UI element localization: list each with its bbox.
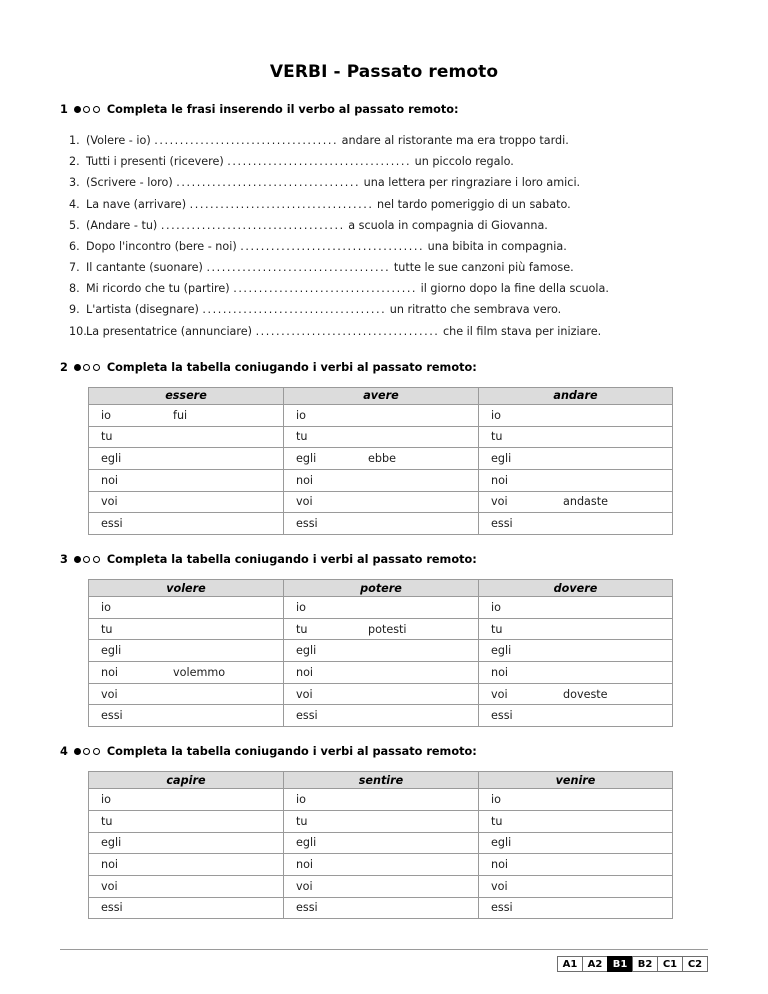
difficulty-dot-filled — [74, 364, 81, 371]
answer-blank[interactable]: .................................... — [233, 282, 418, 296]
sentence-number: 8. — [69, 282, 80, 296]
sentence-suffix: tutte le sue canzoni più famose. — [390, 261, 574, 275]
verb-header: capire — [89, 772, 284, 789]
pronoun-label: noi — [491, 858, 509, 872]
sentence-number: 7. — [69, 261, 80, 275]
sentence-number: 9. — [69, 303, 80, 317]
conjugation-cell[interactable] — [479, 618, 673, 640]
list-item — [60, 151, 708, 172]
table-row — [89, 513, 673, 535]
conjugation-cell[interactable] — [284, 789, 479, 811]
pronoun-label: noi — [101, 858, 119, 872]
conjugation-cell[interactable] — [479, 875, 673, 897]
pronoun-label: tu — [101, 430, 113, 444]
list-item — [60, 172, 708, 193]
pronoun-label: essi — [491, 709, 513, 723]
pronoun-label: io — [296, 792, 306, 806]
pronoun-label: egli — [491, 452, 512, 466]
answer-blank[interactable]: .................................... — [202, 303, 387, 317]
exercise-2-heading — [60, 361, 708, 374]
table-row — [89, 705, 673, 727]
sentence-number: 5. — [69, 218, 80, 232]
conjugation-cell[interactable] — [284, 810, 479, 832]
exercise-4-instruction: Completa la tabella coniugando i verbi al passato remoto: — [106, 745, 477, 759]
level-badge-c2[interactable]: C2 — [682, 956, 708, 972]
conjugation-cell[interactable] — [89, 469, 284, 491]
conjugation-cell[interactable] — [284, 832, 479, 854]
conjugation-table-3 — [88, 579, 673, 727]
sentence-number: 4. — [69, 197, 80, 211]
sentence-suffix: a scuola in compagnia di Giovanna. — [344, 218, 548, 232]
conjugation-cell[interactable] — [89, 597, 284, 619]
conjugation-cell[interactable] — [479, 469, 673, 491]
pronoun-label: noi — [491, 473, 509, 487]
conjugation-cell[interactable] — [479, 426, 673, 448]
conjugation-cell[interactable] — [284, 469, 479, 491]
sentence-prefix: Dopo l'incontro (bere - noi) — [86, 239, 241, 253]
pronoun-label: voi — [296, 495, 313, 509]
difficulty-rating-4 — [74, 748, 100, 755]
page-title: VERBI - Passato remoto — [269, 62, 499, 82]
level-badge-c1[interactable]: C1 — [657, 956, 683, 972]
difficulty-dot-empty — [93, 364, 100, 371]
pronoun-label: noi — [296, 473, 314, 487]
pronoun-label: egli — [491, 836, 512, 850]
difficulty-dot-filled — [74, 748, 81, 755]
pronoun-label: egli — [296, 836, 317, 850]
table-row — [89, 404, 673, 426]
conjugation-cell[interactable] — [89, 897, 284, 919]
verb-header: essere — [89, 387, 284, 404]
conjugation-cell[interactable] — [284, 513, 479, 535]
conjugation-cell[interactable] — [479, 491, 673, 513]
conjugation-cell[interactable] — [284, 640, 479, 662]
table-row — [89, 854, 673, 876]
table-row — [89, 469, 673, 491]
conjugation-cell[interactable] — [284, 854, 479, 876]
exercise-2-number: 2 — [60, 360, 68, 374]
conjugation-cell[interactable] — [89, 705, 284, 727]
pronoun-label: tu — [296, 430, 308, 444]
conjugation-cell[interactable] — [89, 789, 284, 811]
sentence-suffix: una bibita in compagnia. — [424, 239, 567, 253]
answer-blank[interactable]: .................................... — [160, 218, 345, 232]
conjugation-cell[interactable] — [479, 832, 673, 854]
pronoun-label: tu — [491, 622, 503, 636]
list-item — [60, 278, 708, 299]
sentence-prefix: Mi ricordo che tu (partire) — [86, 282, 234, 296]
sentence-prefix: (Volere - io) — [86, 133, 155, 147]
table-header-row — [89, 387, 673, 404]
exercise-1 — [60, 103, 708, 342]
sentence-number: 1. — [69, 133, 80, 147]
exercise-3 — [60, 553, 708, 727]
pronoun-label: noi — [296, 858, 314, 872]
answer-value: potesti — [368, 622, 407, 636]
pronoun-label: tu — [101, 814, 113, 828]
pronoun-label: io — [101, 600, 111, 614]
list-item — [60, 300, 708, 321]
pronoun-label: voi — [101, 879, 118, 893]
sentence-prefix: L'artista (disegnare) — [86, 303, 203, 317]
difficulty-dot-empty — [83, 748, 90, 755]
pronoun-label: voi — [491, 495, 508, 509]
conjugation-cell[interactable] — [89, 662, 284, 684]
pronoun-label: noi — [101, 665, 119, 679]
verb-header: volere — [89, 580, 284, 597]
conjugation-cell[interactable] — [284, 705, 479, 727]
pronoun-label: voi — [101, 687, 118, 701]
exercise-3-number: 3 — [60, 553, 68, 566]
verb-header: sentire — [284, 772, 479, 789]
sentence-prefix: La presentatrice (annunciare) — [86, 324, 256, 338]
sentence-suffix: un piccolo regalo. — [411, 155, 514, 169]
sentence-suffix: una lettera per ringraziare i loro amici. — [360, 176, 581, 190]
pronoun-label: voi — [101, 495, 118, 509]
conjugation-cell[interactable] — [284, 426, 479, 448]
pronoun-label: io — [101, 408, 111, 422]
pronoun-label: io — [491, 600, 501, 614]
conjugation-cell[interactable] — [284, 683, 479, 705]
answer-value: doveste — [563, 687, 608, 701]
exercise-4-heading — [60, 745, 708, 758]
sentence-suffix: nel tardo pomeriggio di un sabato. — [373, 197, 571, 211]
sentence-prefix: Il cantante (suonare) — [86, 261, 207, 275]
list-item — [60, 130, 708, 151]
level-badge-a2[interactable]: A2 — [582, 956, 608, 972]
pronoun-label: egli — [101, 452, 122, 466]
table-row — [89, 810, 673, 832]
exercise-3-heading — [60, 553, 708, 566]
sentence-list — [60, 130, 708, 342]
conjugation-cell[interactable] — [89, 854, 284, 876]
conjugation-cell[interactable] — [479, 897, 673, 919]
table-header-row — [89, 772, 673, 789]
sentence-prefix: La nave (arrivare) — [86, 197, 190, 211]
conjugation-cell[interactable] — [284, 662, 479, 684]
pronoun-label: tu — [491, 814, 503, 828]
difficulty-dot-empty — [83, 106, 90, 113]
sentence-number: 10. — [69, 324, 87, 338]
pronoun-label: voi — [491, 687, 508, 701]
sentence-number: 6. — [69, 239, 80, 253]
table-row — [89, 448, 673, 470]
pronoun-label: essi — [296, 901, 318, 915]
pronoun-label: tu — [296, 622, 308, 636]
sentence-prefix: (Scrivere - loro) — [86, 176, 177, 190]
pronoun-label: tu — [491, 430, 503, 444]
conjugation-cell[interactable] — [89, 832, 284, 854]
conjugation-cell[interactable] — [479, 404, 673, 426]
conjugation-cell[interactable] — [89, 491, 284, 513]
table-row — [89, 640, 673, 662]
table-row — [89, 597, 673, 619]
list-item — [60, 215, 708, 236]
conjugation-cell[interactable] — [284, 897, 479, 919]
pronoun-label: essi — [491, 517, 513, 531]
table-row — [89, 662, 673, 684]
cefr-level-scale — [60, 956, 708, 972]
level-badge-b1[interactable]: B1 — [607, 956, 633, 972]
pronoun-label: essi — [296, 709, 318, 723]
conjugation-table-2 — [88, 387, 673, 535]
difficulty-dot-filled — [74, 556, 81, 563]
list-item — [60, 236, 708, 257]
conjugation-cell[interactable] — [479, 810, 673, 832]
table-row — [89, 683, 673, 705]
pronoun-label: voi — [296, 879, 313, 893]
pronoun-label: io — [491, 792, 501, 806]
table-row — [89, 426, 673, 448]
conjugation-cell[interactable] — [89, 426, 284, 448]
answer-value: volemmo — [173, 665, 226, 679]
verb-header: dovere — [479, 580, 673, 597]
conjugation-cell[interactable] — [284, 875, 479, 897]
pronoun-label: voi — [296, 687, 313, 701]
conjugation-cell[interactable] — [89, 875, 284, 897]
pronoun-label: essi — [101, 517, 123, 531]
answer-blank[interactable]: .................................... — [227, 155, 412, 169]
answer-value: andaste — [563, 495, 609, 509]
exercise-3-instruction: Completa la tabella coniugando i verbi al passato remoto: — [106, 553, 477, 566]
verb-header: venire — [479, 772, 673, 789]
verb-header: avere — [284, 387, 479, 404]
table-row — [89, 618, 673, 640]
difficulty-dot-empty — [83, 556, 90, 563]
exercise-4-number: 4 — [60, 745, 68, 759]
pronoun-label: essi — [296, 517, 318, 531]
list-item — [60, 194, 708, 215]
pronoun-label: essi — [101, 709, 123, 723]
conjugation-cell[interactable] — [284, 491, 479, 513]
table-row — [89, 897, 673, 919]
pronoun-label: tu — [101, 622, 113, 636]
sentence-prefix: Tutti i presenti (ricevere) — [86, 155, 228, 169]
pronoun-label: io — [491, 408, 501, 422]
pronoun-label: io — [296, 600, 306, 614]
table-row — [89, 789, 673, 811]
conjugation-cell[interactable] — [479, 705, 673, 727]
exercise-1-number: 1 — [60, 103, 68, 116]
pronoun-label: noi — [101, 473, 119, 487]
level-badge-b2[interactable]: B2 — [632, 956, 658, 972]
pronoun-label: egli — [296, 644, 317, 658]
answer-blank[interactable]: .................................... — [154, 133, 339, 147]
sentence-suffix: che il film stava per iniziare. — [439, 324, 602, 338]
conjugation-table-4 — [88, 771, 673, 919]
table-row — [89, 875, 673, 897]
conjugation-cell[interactable] — [479, 789, 673, 811]
pronoun-label: noi — [491, 665, 509, 679]
footer-divider — [60, 949, 708, 950]
conjugation-cell[interactable] — [89, 513, 284, 535]
pronoun-label: essi — [101, 901, 123, 915]
conjugation-cell[interactable] — [89, 683, 284, 705]
conjugation-cell[interactable] — [89, 618, 284, 640]
exercise-2 — [60, 361, 708, 535]
exercise-2-instruction: Completa la tabella coniugando i verbi al passato remoto: — [106, 360, 477, 374]
conjugation-cell[interactable] — [89, 448, 284, 470]
difficulty-dot-empty — [93, 748, 100, 755]
exercise-4 — [60, 745, 708, 919]
pronoun-label: egli — [296, 452, 317, 466]
exercise-1-heading — [60, 103, 708, 116]
pronoun-label: egli — [101, 836, 122, 850]
difficulty-dot-empty — [93, 556, 100, 563]
difficulty-rating-3 — [74, 556, 100, 563]
conjugation-cell[interactable] — [89, 640, 284, 662]
answer-blank[interactable]: .................................... — [189, 197, 374, 211]
level-badge-a1[interactable]: A1 — [557, 956, 583, 972]
answer-blank[interactable]: .................................... — [255, 324, 440, 338]
conjugation-cell[interactable] — [284, 448, 479, 470]
conjugation-cell[interactable] — [479, 854, 673, 876]
answer-blank[interactable]: .................................... — [176, 176, 361, 190]
table-row — [89, 491, 673, 513]
conjugation-cell[interactable] — [479, 448, 673, 470]
sentence-suffix: un ritratto che sembrava vero. — [386, 303, 562, 317]
conjugation-cell[interactable] — [479, 662, 673, 684]
conjugation-cell[interactable] — [89, 404, 284, 426]
difficulty-dot-filled — [74, 106, 81, 113]
exercise-1-instruction: Completa le frasi inserendo il verbo al passato remoto: — [106, 103, 459, 116]
list-item — [60, 257, 708, 278]
conjugation-cell[interactable] — [479, 683, 673, 705]
table-header-row — [89, 580, 673, 597]
conjugation-cell[interactable] — [284, 597, 479, 619]
difficulty-dot-empty — [83, 364, 90, 371]
verb-header: potere — [284, 580, 479, 597]
pronoun-label: egli — [101, 644, 122, 658]
pronoun-label: voi — [491, 879, 508, 893]
pronoun-label: tu — [296, 814, 308, 828]
answer-blank[interactable]: .................................... — [206, 261, 391, 275]
verb-header: andare — [479, 387, 673, 404]
answer-value: fui — [173, 408, 188, 422]
difficulty-rating-1 — [74, 106, 100, 113]
conjugation-cell[interactable] — [284, 404, 479, 426]
list-item — [60, 321, 708, 342]
difficulty-dot-empty — [93, 106, 100, 113]
difficulty-rating-2 — [74, 364, 100, 371]
conjugation-cell[interactable] — [284, 618, 479, 640]
answer-blank[interactable]: .................................... — [240, 239, 425, 253]
pronoun-label: noi — [296, 665, 314, 679]
page-footer — [60, 949, 708, 972]
sentence-prefix: (Andare - tu) — [86, 218, 161, 232]
sentence-suffix: il giorno dopo la fine della scuola. — [417, 282, 609, 296]
conjugation-cell[interactable] — [479, 640, 673, 662]
sentence-number: 3. — [69, 176, 80, 190]
conjugation-cell[interactable] — [89, 810, 284, 832]
pronoun-label: io — [101, 792, 111, 806]
sentence-number: 2. — [69, 155, 80, 169]
conjugation-cell[interactable] — [479, 513, 673, 535]
sentence-suffix: andare al ristorante ma era troppo tardi. — [338, 133, 569, 147]
pronoun-label: essi — [491, 901, 513, 915]
pronoun-label: egli — [491, 644, 512, 658]
table-row — [89, 832, 673, 854]
conjugation-cell[interactable] — [479, 597, 673, 619]
pronoun-label: io — [296, 408, 306, 422]
answer-value: ebbe — [368, 452, 396, 466]
